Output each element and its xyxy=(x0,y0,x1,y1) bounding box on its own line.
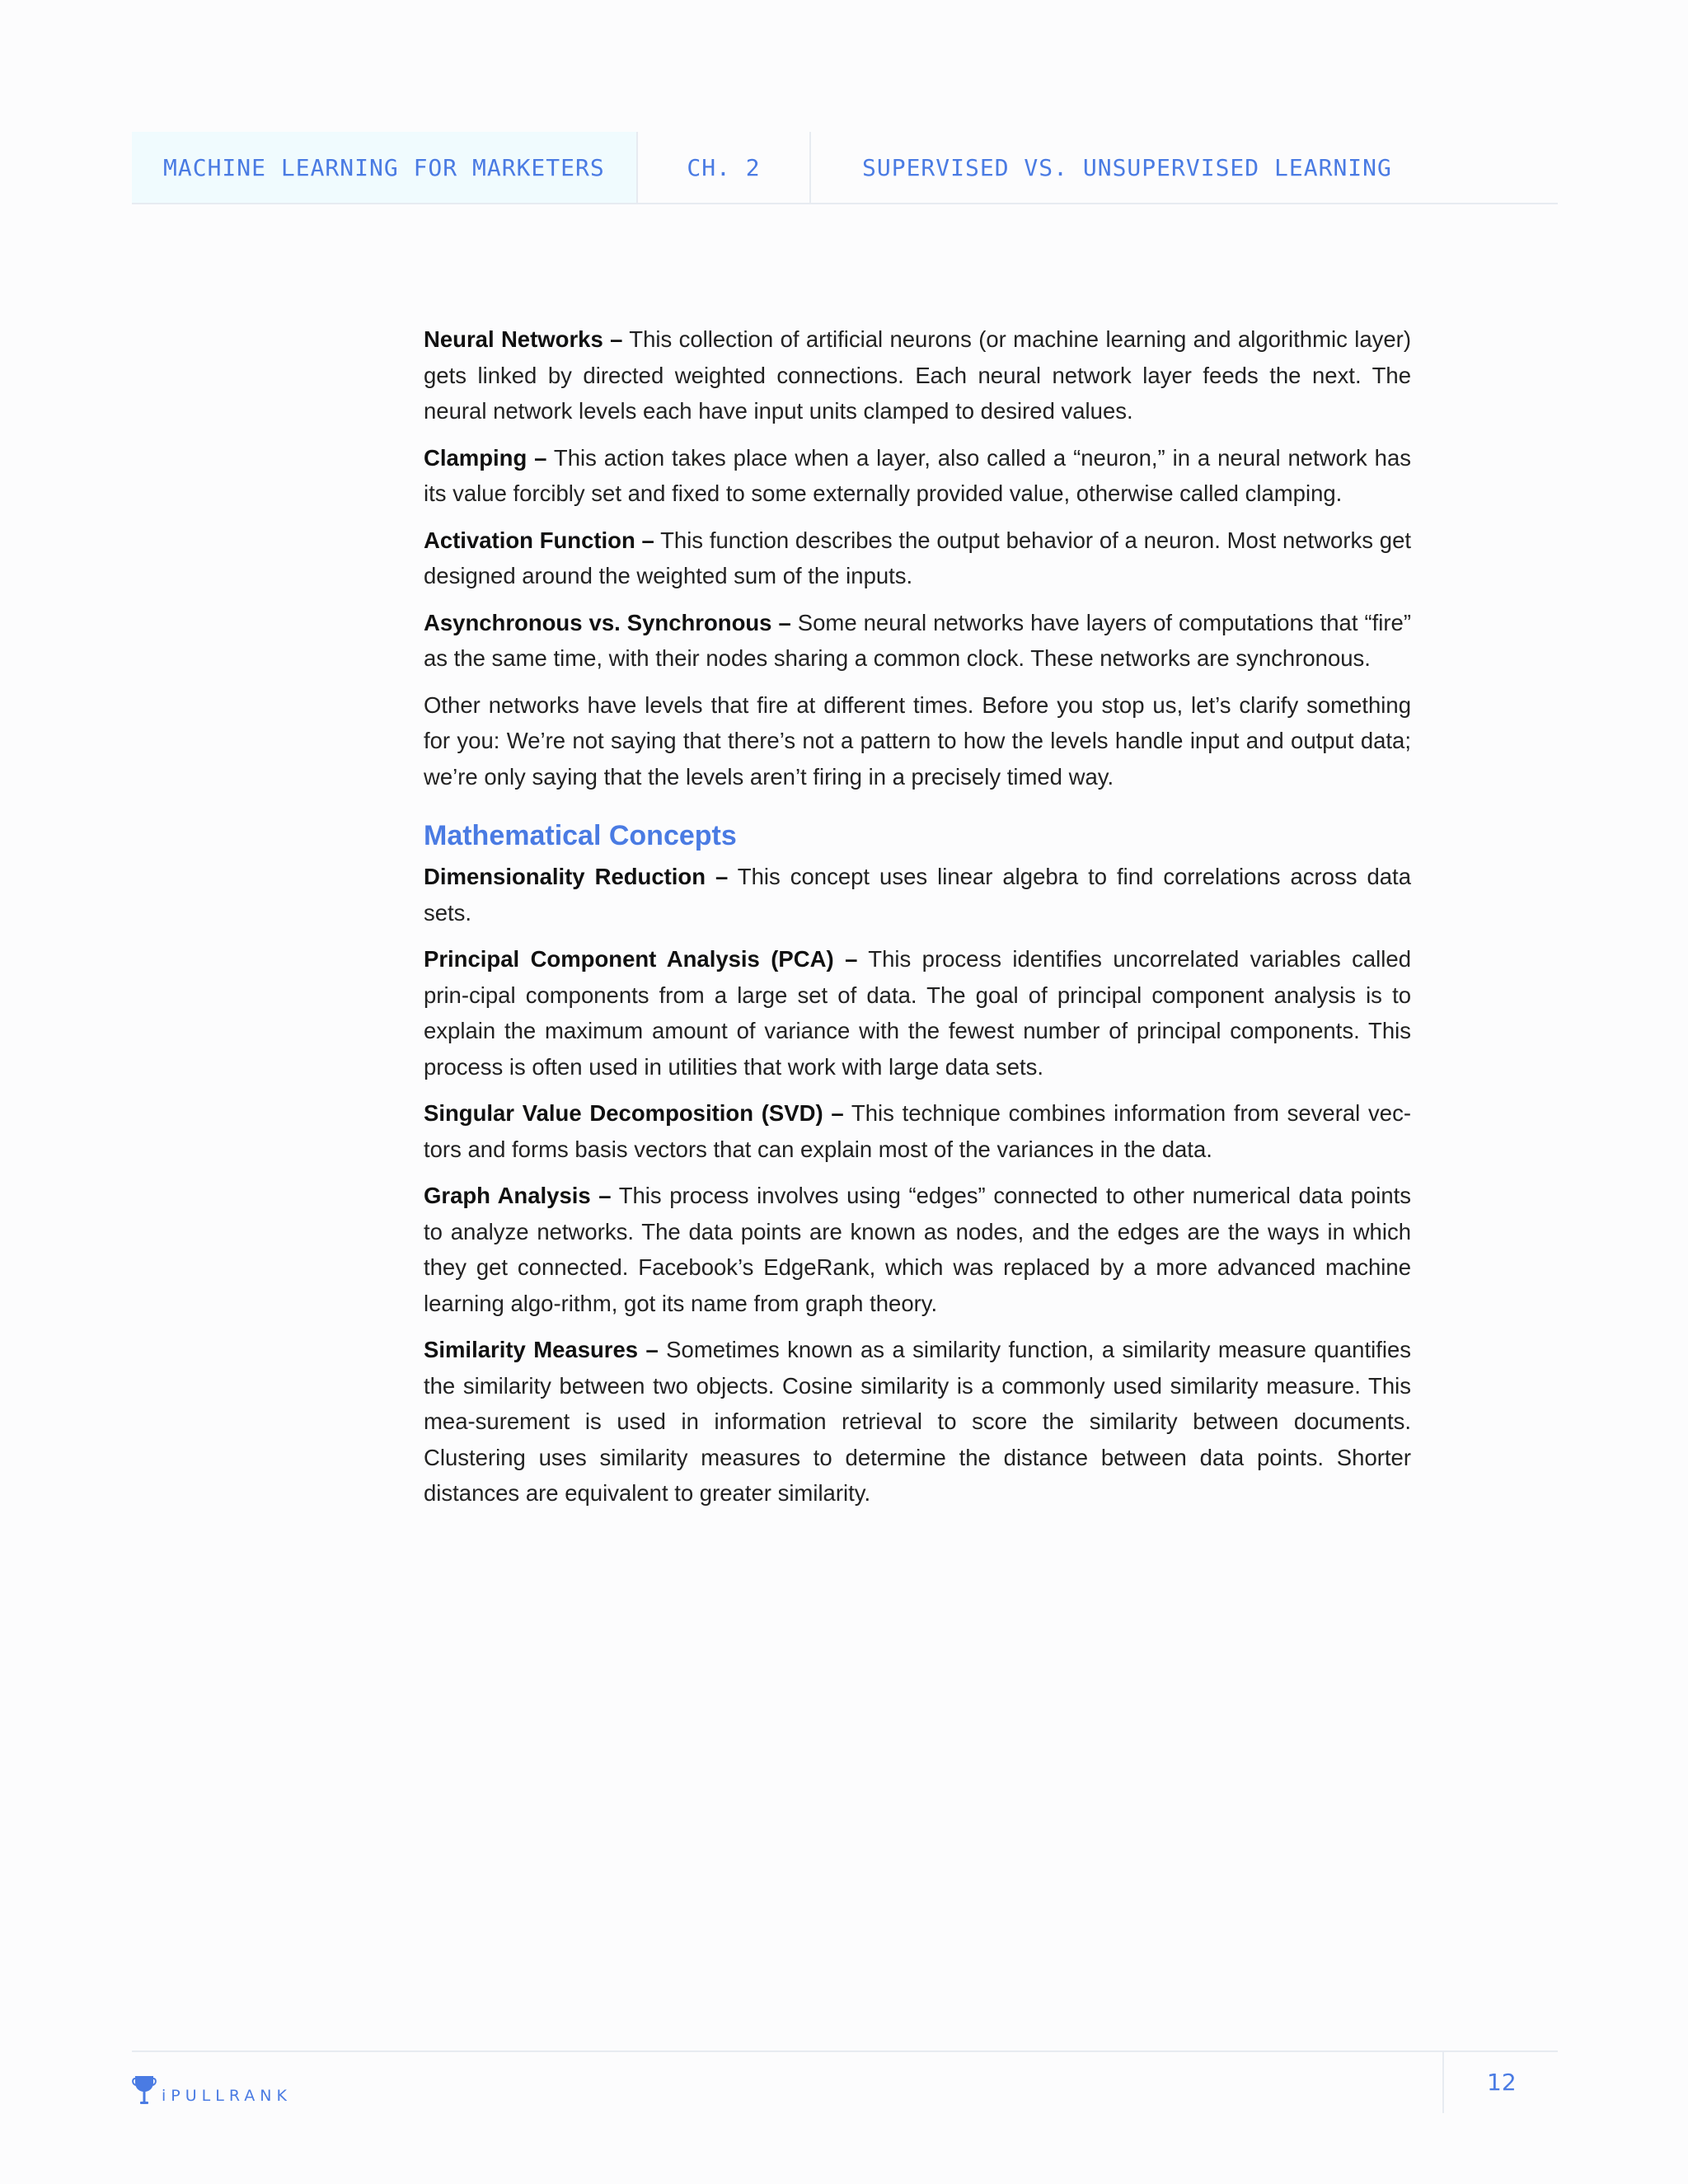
definition-paragraph xyxy=(424,859,1411,930)
footer-divider xyxy=(1442,2052,1444,2113)
main-content xyxy=(424,321,1411,1522)
trophy-icon xyxy=(132,2074,157,2111)
header-chapter: CH. 2 xyxy=(638,132,811,203)
definition-term: Principal Component Analysis (PCA) – xyxy=(424,946,858,972)
definition-text: This process identifies uncorrelated variables called prin-cipal components from a large set of data. The goal of principal component analysis is to explain the maximum amount of variance with the fewest number of principal components. This process is often used in utilities that work with large data sets. xyxy=(424,946,1411,1080)
definition-text: This action takes place when a layer, also called a “neuron,” in a neural network has its value forcibly set and fixed to some externally provided value, otherwise called clamping. xyxy=(424,444,1411,506)
ipullrank-logo xyxy=(132,2074,292,2111)
definition-text: This process involves using “edges” connected to other numerical data points to analyze networks. The data points are known as nodes, and the edges are the ways in which they get connected. Facebook’s EdgeRank, which was replaced by a more advanced machine learning algo-rithm, got its name from graph theory. xyxy=(424,1183,1412,1316)
definition-term: Singular Value Decomposition (SVD) – xyxy=(424,1100,844,1126)
definition-text: Some neural networks have layers of computations that “fire” as the same time, with their nodes sharing a common clock. These networks are synchronous. xyxy=(424,609,1411,671)
running-header xyxy=(132,132,1558,204)
definition-term: Activation Function – xyxy=(424,527,654,553)
definition-text: Sometimes known as a similarity function, a similarity measure quantifies the similarity between two objects. Cosine similarity is a commonly used similarity measure. This mea-surement is used in information retrieval to score the similarity between documents. Clustering uses similarity measures to determine the distance between data points. Shorter distances are equivalent to greater similarity. xyxy=(424,1337,1411,1506)
header-book-title: MACHINE LEARNING FOR MARKETERS xyxy=(132,132,638,203)
definition-paragraph xyxy=(424,941,1411,1085)
definition-text: This function describes the output behavior of a neuron. Most networks get designed around the weighted sum of the inputs. xyxy=(424,527,1412,588)
definition-term: Neural Networks – xyxy=(424,326,623,352)
definition-paragraph xyxy=(424,321,1411,429)
definition-paragraph xyxy=(424,605,1411,677)
body-paragraph: Other networks have levels that fire at different times. Before you stop us, let’s clarify something for you: We’re not saying that there’s not a pattern to how the levels handle input and output data; we’re only saying that the levels aren’t firing in a precisely timed way. xyxy=(424,691,1411,790)
definition-term: Graph Analysis – xyxy=(424,1183,612,1208)
definition-term: Asynchronous vs. Synchronous – xyxy=(424,609,791,635)
page-footer xyxy=(132,2050,1558,2113)
definition-paragraph xyxy=(424,1178,1411,1321)
logo-text: iPULLRANK xyxy=(162,2086,292,2105)
definition-term: Dimensionality Reduction – xyxy=(424,864,729,889)
definition-text: This concept uses linear algebra to find correlations across data sets. xyxy=(424,864,1411,926)
definition-term: Similarity Measures – xyxy=(424,1337,659,1362)
section-heading: Mathematical Concepts xyxy=(424,820,737,851)
definition-paragraph xyxy=(424,440,1411,512)
definition-text: This collection of artificial neurons (or machine learning and algorithmic layer) gets linked by directed weighted connections. Each neural network layer feeds the next. The neural network levels each have input units clamped to desired values. xyxy=(424,326,1411,424)
header-section: SUPERVISED VS. UNSUPERVISED LEARNING xyxy=(862,153,1392,181)
definition-text: This technique combines information from several vec-tors and forms basis vectors that can explain most of the variances in the data. xyxy=(424,1100,1411,1162)
definition-paragraph xyxy=(424,523,1411,594)
definition-paragraph xyxy=(424,1095,1411,1167)
definition-paragraph xyxy=(424,1332,1411,1511)
page-number: 12 xyxy=(1487,2069,1517,2096)
definition-term: Clamping – xyxy=(424,444,547,471)
